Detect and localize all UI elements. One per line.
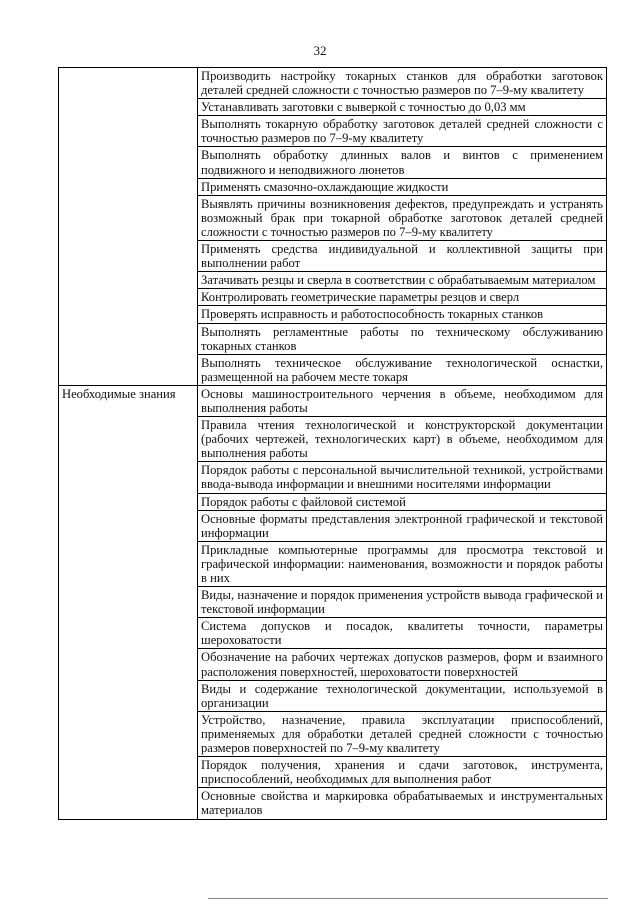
table-row [59,385,607,416]
skill-item: Контролировать геометрические параметры резцов и сверл [198,289,607,306]
page-bottom-edge [208,898,608,899]
knowledge-item: Основные форматы представления электронной графической и текстовой информации [198,510,607,541]
knowledge-item: Система допусков и посадок, квалитеты точности, параметры шероховатости [198,618,607,649]
skill-item: Применять смазочно-охлаждающие жидкости [198,178,607,195]
knowledge-item: Порядок получения, хранения и сдачи заготовок, инструмента, приспособлений, необходимых для выполнения работ [198,757,607,788]
knowledge-item: Виды и содержание технологической документации, используемой в организации [198,680,607,711]
skill-item: Затачивать резцы и сверла в соответствии с обрабатываемым материалом [198,272,607,289]
knowledge-item: Устройство, назначение, правила эксплуатации приспособлений, применяемых для обработки деталей средней сложности с точностью размеров поверхностей по 7–9-му квалитету [198,711,607,756]
skill-item: Проверять исправность и работоспособность токарных станков [198,306,607,323]
knowledge-item: Основы машиностроительного черчения в объеме, необходимом для выполнения работы [198,385,607,416]
skills-label-cell [59,68,198,386]
table-row [59,68,607,99]
skill-item: Выполнять техническое обслуживание технологической оснастки, размещенной на рабочем месте токаря [198,354,607,385]
skill-item: Производить настройку токарных станков для обработки заготовок деталей средней сложности с точностью размеров по 7–9-му квалитету [198,68,607,99]
knowledge-label-cell: Необходимые знания [59,385,198,819]
knowledge-item: Прикладные компьютерные программы для просмотра текстовой и графической информации: наименования, возможности и порядок работы в них [198,541,607,586]
skill-item: Применять средства индивидуальной и коллективной защиты при выполнении работ [198,241,607,272]
knowledge-item: Порядок работы с персональной вычислительной техникой, устройствами ввода-вывода информации и внешними носителями информации [198,462,607,493]
knowledge-item: Основные свойства и маркировка обрабатываемых и инструментальных материалов [198,788,607,819]
knowledge-item: Виды, назначение и порядок применения устройств вывода графической и текстовой информации [198,587,607,618]
competency-table [58,67,607,820]
skill-item: Выявлять причины возникновения дефектов, предупреждать и устранять возможный брак при токарной обработке заготовок деталей средней сложности с точностью размеров по 7–9-му квалитету [198,195,607,240]
skill-item: Выполнять токарную обработку заготовок деталей средней сложности с точностью размеров по 7–9-му квалитету [198,116,607,147]
skill-item: Выполнять обработку длинных валов и винтов с применением подвижного и неподвижного люнетов [198,147,607,178]
knowledge-item: Правила чтения технологической и конструкторской документации (рабочих чертежей, технологических карт) в объеме, необходимом для выполнения работы [198,417,607,462]
skill-item: Выполнять регламентные работы по техническому обслуживанию токарных станков [198,323,607,354]
knowledge-item: Обозначение на рабочих чертежах допусков размеров, форм и взаимного расположения поверхностей, шероховатости поверхностей [198,649,607,680]
knowledge-item: Порядок работы с файловой системой [198,493,607,510]
page-number: 32 [313,43,327,58]
skill-item: Устанавливать заготовки с выверкой с точностью до 0,03 мм [198,99,607,116]
